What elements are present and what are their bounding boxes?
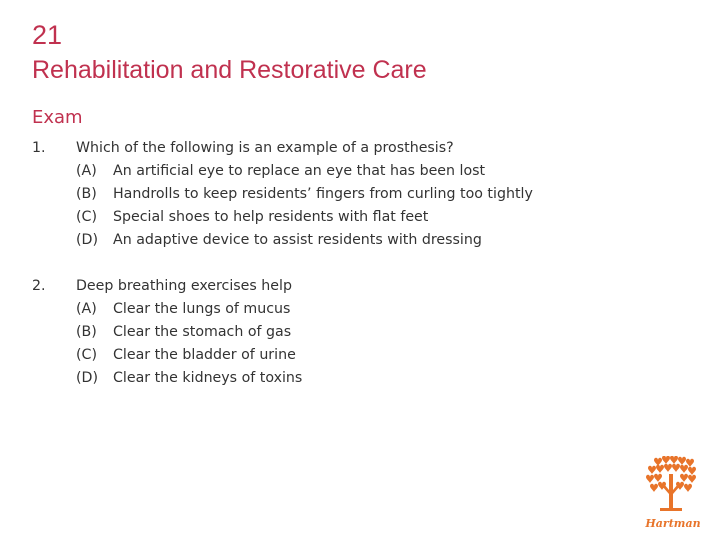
answer-option [32, 344, 302, 367]
logo-text: Hartman [645, 517, 701, 530]
option-letter: (B) [76, 186, 97, 202]
option-letter: (D) [76, 232, 98, 248]
option-letter: (C) [76, 347, 97, 363]
chapter-number: 21 [32, 20, 63, 50]
option-letter: (B) [76, 324, 97, 340]
question-stem [32, 137, 533, 160]
hartman-logo [638, 456, 708, 534]
answer-option [32, 160, 533, 183]
option-text: Clear the lungs of mucus [113, 301, 291, 317]
option-text: Handrolls to keep residents’ fingers from curling too tightly [113, 186, 533, 202]
option-text: An adaptive device to assist residents with dressing [113, 232, 482, 248]
chapter-title: Rehabilitation and Restorative Care [32, 56, 427, 84]
answer-option [32, 298, 302, 321]
option-text: Clear the kidneys of toxins [113, 370, 303, 386]
question-text: Which of the following is an example of a prosthesis? [76, 140, 454, 156]
heart-tree-logo-icon [638, 456, 708, 534]
section-heading: Exam [32, 107, 83, 128]
option-text: Special shoes to help residents with flat feet [113, 209, 429, 225]
option-letter: (C) [76, 209, 97, 225]
answer-option [32, 183, 533, 206]
question-number: 1. [32, 140, 46, 156]
question-2 [32, 275, 302, 390]
question-stem [32, 275, 302, 298]
question-text: Deep breathing exercises help [76, 278, 292, 294]
answer-option [32, 229, 533, 252]
answer-option [32, 206, 533, 229]
option-letter: (D) [76, 370, 98, 386]
option-letter: (A) [76, 163, 97, 179]
option-text: Clear the stomach of gas [113, 324, 292, 340]
option-text: Clear the bladder of urine [113, 347, 296, 363]
question-1 [32, 137, 533, 252]
answer-option [32, 321, 302, 344]
option-text: An artificial eye to replace an eye that has been lost [113, 163, 486, 179]
answer-option [32, 367, 302, 390]
option-letter: (A) [76, 301, 97, 317]
question-number: 2. [32, 278, 46, 294]
